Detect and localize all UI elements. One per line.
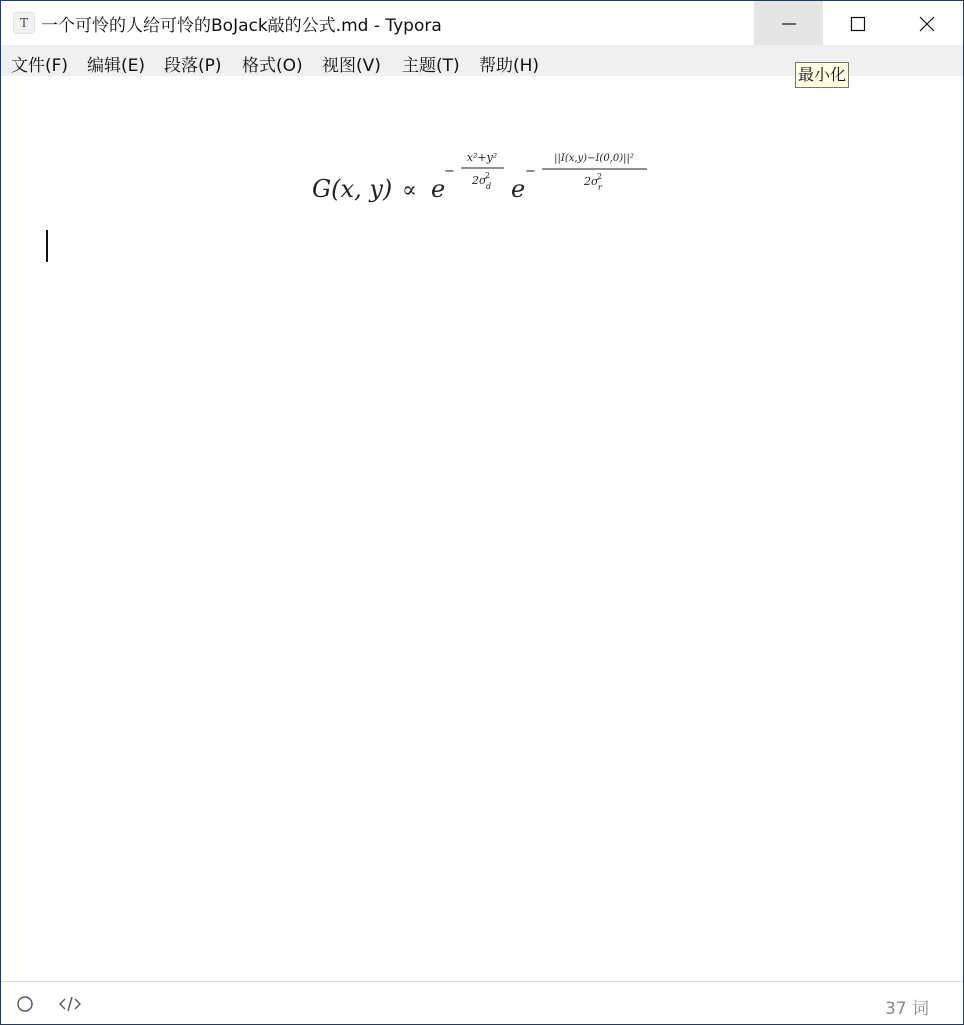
math-formula[interactable] bbox=[306, 141, 656, 211]
menu-theme[interactable]: 主题(T) bbox=[402, 56, 460, 76]
exp1-denominator-sub: d bbox=[486, 182, 492, 191]
exp2-denominator: 2σ bbox=[584, 175, 599, 188]
menu-paragraph[interactable]: 段落(P) bbox=[164, 56, 222, 76]
word-count[interactable]: 37 词 bbox=[884, 999, 929, 1019]
minimize-icon bbox=[781, 16, 797, 32]
menu-view[interactable]: 视图(V) bbox=[322, 56, 381, 76]
status-bar bbox=[1, 981, 963, 1025]
menu-file[interactable]: 文件(F) bbox=[11, 56, 69, 76]
maximize-button[interactable] bbox=[823, 1, 892, 45]
formula-base-2: e bbox=[511, 175, 526, 203]
menu-edit[interactable]: 编辑(E) bbox=[87, 56, 146, 76]
window-title: 一个可怜的人给可怜的BoJack敲的公式.md - Typora bbox=[41, 16, 442, 36]
maximize-icon bbox=[850, 16, 866, 32]
formula-relation: ∝ bbox=[402, 178, 417, 203]
text-cursor bbox=[46, 230, 48, 262]
exp1-denominator: 2σ bbox=[472, 174, 487, 187]
exp2-denominator-sub: r bbox=[598, 183, 602, 192]
editor-area[interactable] bbox=[1, 76, 963, 981]
minimize-button[interactable] bbox=[754, 1, 823, 45]
exp1-sign: − bbox=[444, 164, 455, 179]
code-icon[interactable] bbox=[58, 995, 82, 1013]
menu-format[interactable]: 格式(O) bbox=[242, 56, 303, 76]
typora-icon: T bbox=[14, 13, 34, 33]
exp2-denominator-sup: 2 bbox=[597, 172, 603, 181]
menu-help[interactable]: 帮助(H) bbox=[479, 56, 540, 76]
exp2-numerator: ||I(x,y)−I(0,0)||² bbox=[554, 153, 634, 164]
formula-base-1: e bbox=[431, 175, 446, 203]
close-icon bbox=[919, 16, 935, 32]
exp1-denominator-sup: 2 bbox=[485, 171, 491, 180]
close-button[interactable] bbox=[892, 1, 963, 45]
formula-lhs: G(x, y) bbox=[312, 175, 393, 203]
title-bar[interactable] bbox=[1, 1, 963, 45]
exp2-sign: − bbox=[525, 164, 536, 179]
exp1-numerator: x²+y² bbox=[466, 151, 498, 164]
minimize-tooltip: 最小化 bbox=[795, 62, 849, 88]
circle-icon[interactable] bbox=[16, 995, 34, 1013]
